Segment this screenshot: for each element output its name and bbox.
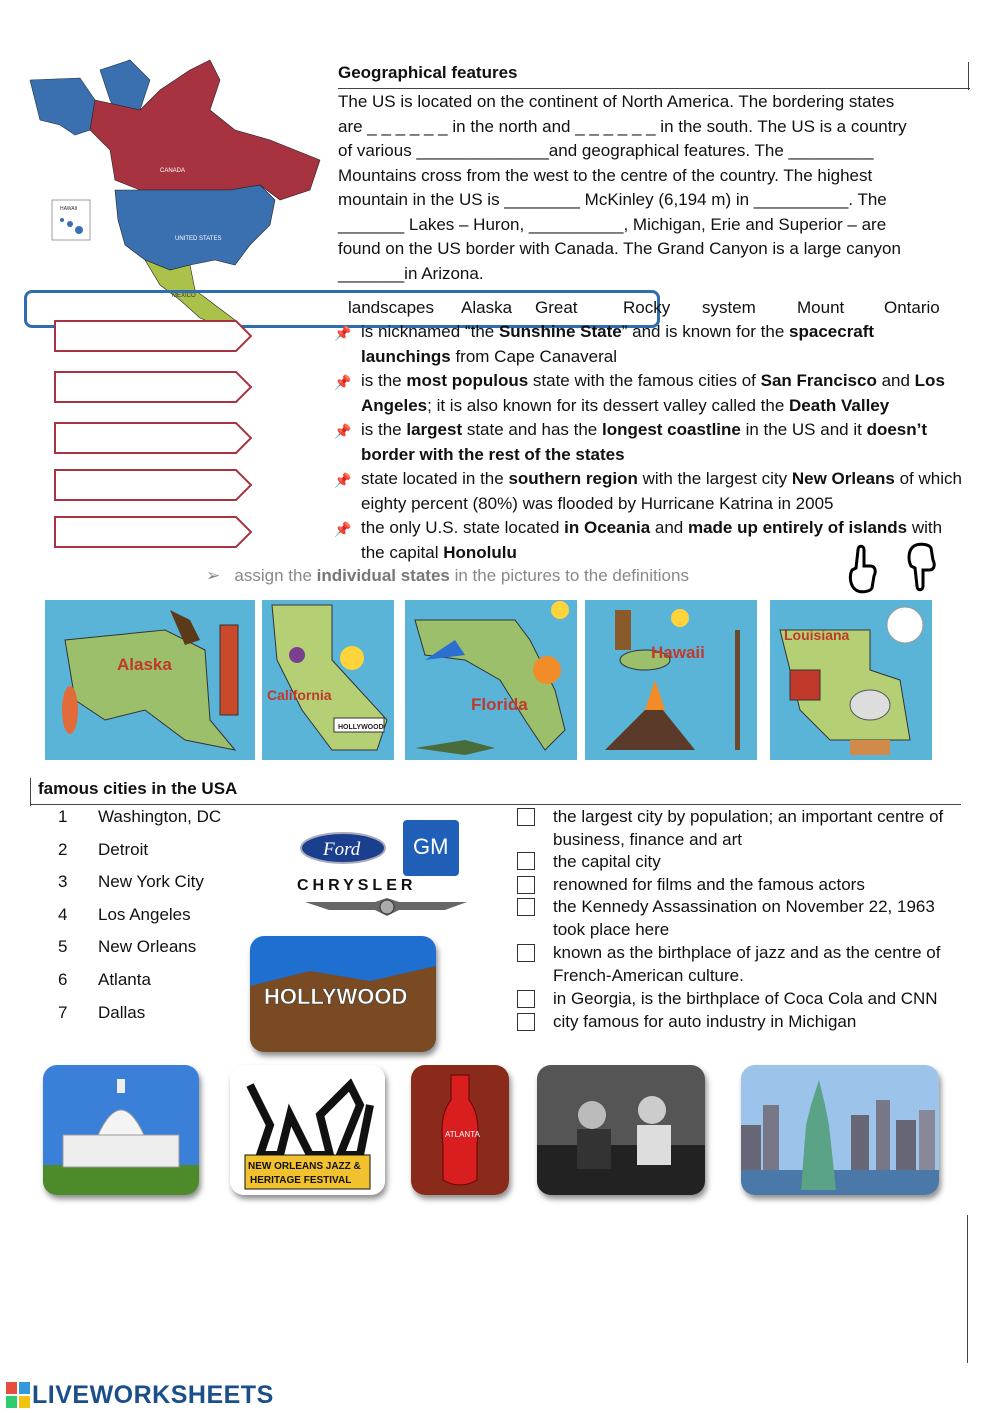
map-label-canada: CANADA (160, 168, 186, 174)
jazz-text-line1: NEW ORLEANS JAZZ & (248, 1161, 361, 1172)
geo-line: of various ______________and geographical features. The _________ (338, 141, 874, 160)
louisiana-picture[interactable] (770, 600, 932, 760)
capitol-photo[interactable] (43, 1065, 199, 1195)
statue-of-liberty-photo[interactable] (741, 1065, 939, 1195)
ford-logo-text: Ford (323, 839, 361, 860)
definition-bold: San Francisco (760, 371, 877, 390)
geo-line: The US is located on the continent of North America. The bordering states (338, 92, 895, 111)
logo-text: LIVEWORKSHEETS (32, 1380, 274, 1409)
city-definition: city famous for auto industry in Michigan (553, 1012, 857, 1031)
geo-paragraph (338, 90, 960, 286)
city-number: 4 (58, 905, 68, 924)
word-bank-item[interactable]: Ontario (884, 298, 940, 317)
definition-text: is the most populous state with the famous cities of San Francisco and Los Angeles; it is also known for its dessert valley called the Death Valley (361, 371, 945, 415)
pin-bullet-icon: 📌 (334, 423, 352, 439)
word-bank-item[interactable]: Mount (797, 298, 845, 317)
geo-line: _______ Lakes – Huron, __________, Michigan, Erie and Superior – are (338, 214, 887, 234)
hollywood-text: HOLLYWOOD (264, 984, 408, 1009)
definition-item (334, 467, 964, 516)
city-definition: the Kennedy Assassination on November 22, 1963 took place here (553, 897, 935, 939)
geo-line: mountain in the US is ________ McKinley (6,194 m) in __________. The (338, 190, 887, 209)
jazz-text-line2: HERITAGE FESTIVAL (250, 1175, 352, 1186)
answer-arrow-box-1[interactable] (54, 320, 252, 352)
state-label: Louisiana (784, 627, 850, 643)
definition-item (334, 369, 964, 418)
state-label: California (267, 687, 332, 703)
definition-bold: longest coastline (602, 420, 741, 439)
city-number: 6 (58, 970, 68, 989)
geo-line: Mountains cross from the west to the centre of the country. The highest (338, 165, 873, 185)
definition-bold: made up entirely of islands (687, 518, 908, 537)
pin-bullet-icon: 📌 (334, 374, 352, 390)
definition-bold: largest (406, 420, 463, 439)
city-number: 2 (58, 840, 68, 859)
geo-line: found on the US border with Canada. The Grand Canyon is a large canyon (338, 239, 901, 258)
logo-blocks-icon (6, 1382, 30, 1408)
definition-bold: Death Valley (789, 395, 890, 415)
liveworksheets-logo[interactable] (6, 1380, 274, 1410)
state-sign: HOLLYWOOD (338, 724, 384, 731)
city-definition: renowned for films and the famous actors (553, 875, 865, 894)
definition-bold: most populous (406, 371, 529, 390)
checkbox[interactable] (517, 876, 535, 894)
hawaii-picture[interactable] (585, 600, 757, 760)
state-label: Hawaii (651, 643, 705, 662)
pin-bullet-icon: 📌 (334, 521, 352, 537)
definition-bold: southern region (508, 469, 638, 488)
state-label: Alaska (117, 655, 172, 674)
definition-bold: in Oceania (564, 518, 651, 537)
checkbox[interactable] (517, 944, 535, 962)
city-definition: the largest city by population; an important centre of business, finance and art (553, 807, 944, 849)
jazz-festival-poster[interactable] (230, 1065, 385, 1195)
definition-text: is nicknamed “the Sunshine State” and is known for the spacecraft launchings from Cape Canaveral (361, 322, 875, 366)
california-picture[interactable] (262, 600, 394, 760)
definition-text: state located in the southern region with the largest city New Orleans of which eighty percent (80%) was flooded by Hurricane Katrina in 2005 (361, 469, 962, 513)
city-name[interactable]: Detroit (98, 840, 149, 859)
definition-bold: New Orleans (791, 469, 895, 488)
word-bank-item[interactable]: Alaska (461, 298, 513, 317)
atlanta-coke-bottle-opener[interactable] (411, 1065, 509, 1195)
geo-section-title: Geographical features (338, 63, 970, 89)
definition-bold: Los Angeles (361, 371, 945, 415)
definition-bold: doesn’t border with the rest of the states (361, 420, 928, 464)
city-number: 1 (58, 807, 68, 826)
geo-title-rule (968, 62, 969, 90)
city-number: 7 (58, 1003, 68, 1022)
word-bank-item[interactable]: Great (535, 298, 578, 317)
gm-logo-text: GM (413, 834, 449, 859)
city-number: 3 (58, 872, 68, 891)
pin-bullet-icon: 📌 (334, 325, 352, 341)
page-right-rule (967, 1215, 968, 1363)
chrysler-logo-text: CHRYSLER (297, 877, 417, 894)
city-definition: known as the birthplace of jazz and as the centre of French‑American culture. (553, 943, 941, 985)
checkbox[interactable] (517, 898, 535, 916)
map-label-us: UNITED STATES (175, 236, 222, 242)
atlanta-bottle-text: ATLANTA (445, 1130, 480, 1139)
city-number: 5 (58, 937, 68, 956)
city-name[interactable]: New Orleans (98, 937, 197, 956)
city-name[interactable]: Los Angeles (98, 905, 191, 924)
answer-arrow-box-4[interactable] (54, 469, 252, 501)
assign-prefix: assign the (234, 566, 317, 585)
florida-picture[interactable] (405, 600, 577, 760)
assign-instruction (206, 566, 689, 586)
word-bank-item[interactable]: Rocky (623, 298, 671, 317)
city-definition: in Georgia, is the birthplace of Coca Cola and CNN (553, 989, 938, 1008)
pointing-hands-icon (846, 542, 938, 594)
hollywood-sign-photo[interactable] (250, 936, 436, 1052)
pin-bullet-icon: 📌 (334, 472, 352, 488)
city-name[interactable]: Washington, DC (98, 807, 222, 826)
cities-title-rule (30, 778, 31, 806)
assign-suffix: in the pictures to the definitions (449, 566, 689, 585)
assign-bold: individual states (316, 566, 450, 585)
map-label-hawaii: HAWAII (60, 206, 78, 212)
state-definitions (334, 320, 964, 565)
definition-item (334, 418, 964, 467)
word-bank-item[interactable]: landscapes (348, 298, 435, 317)
checkbox[interactable] (517, 1013, 535, 1031)
car-brands-logos (295, 818, 480, 923)
definition-bold: Honolulu (443, 542, 517, 562)
cities-section-title: famous cities in the USA (30, 779, 961, 805)
map-label-mexico: MEXICO (172, 293, 196, 299)
definition-bold: Sunshine State (498, 322, 622, 341)
answer-arrow-box-2[interactable] (54, 371, 252, 403)
definition-bold: spacecraft launchings (361, 322, 875, 366)
kennedy-photo[interactable] (537, 1065, 705, 1195)
checkbox[interactable] (517, 808, 535, 826)
alaska-picture[interactable] (45, 600, 255, 760)
definition-item (334, 320, 964, 369)
word-bank-item[interactable]: system (702, 298, 756, 317)
arrow-bullet-icon: ➢ (206, 566, 221, 585)
city-definition: the capital city (553, 852, 661, 871)
checkbox[interactable] (517, 852, 535, 870)
city-name[interactable]: Atlanta (98, 970, 151, 989)
checkbox[interactable] (517, 990, 535, 1008)
definition-text: is the largest state and has the longest coastline in the US and it doesn’t border with the rest of the states (361, 420, 928, 464)
definition-text: the only U.S. state located in Oceania and made up entirely of islands with the capital Honolulu (361, 518, 943, 562)
city-name[interactable]: New York City (98, 872, 204, 891)
answer-arrow-box-3[interactable] (54, 422, 252, 454)
answer-arrow-box-5[interactable] (54, 516, 252, 548)
state-label: Florida (471, 695, 528, 714)
geo-line: are _ _ _ _ _ _ in the north and _ _ _ _ _ _ in the south. The US is a country (338, 116, 907, 136)
city-name[interactable]: Dallas (98, 1003, 146, 1022)
geo-line: _______in Arizona. (338, 263, 484, 283)
